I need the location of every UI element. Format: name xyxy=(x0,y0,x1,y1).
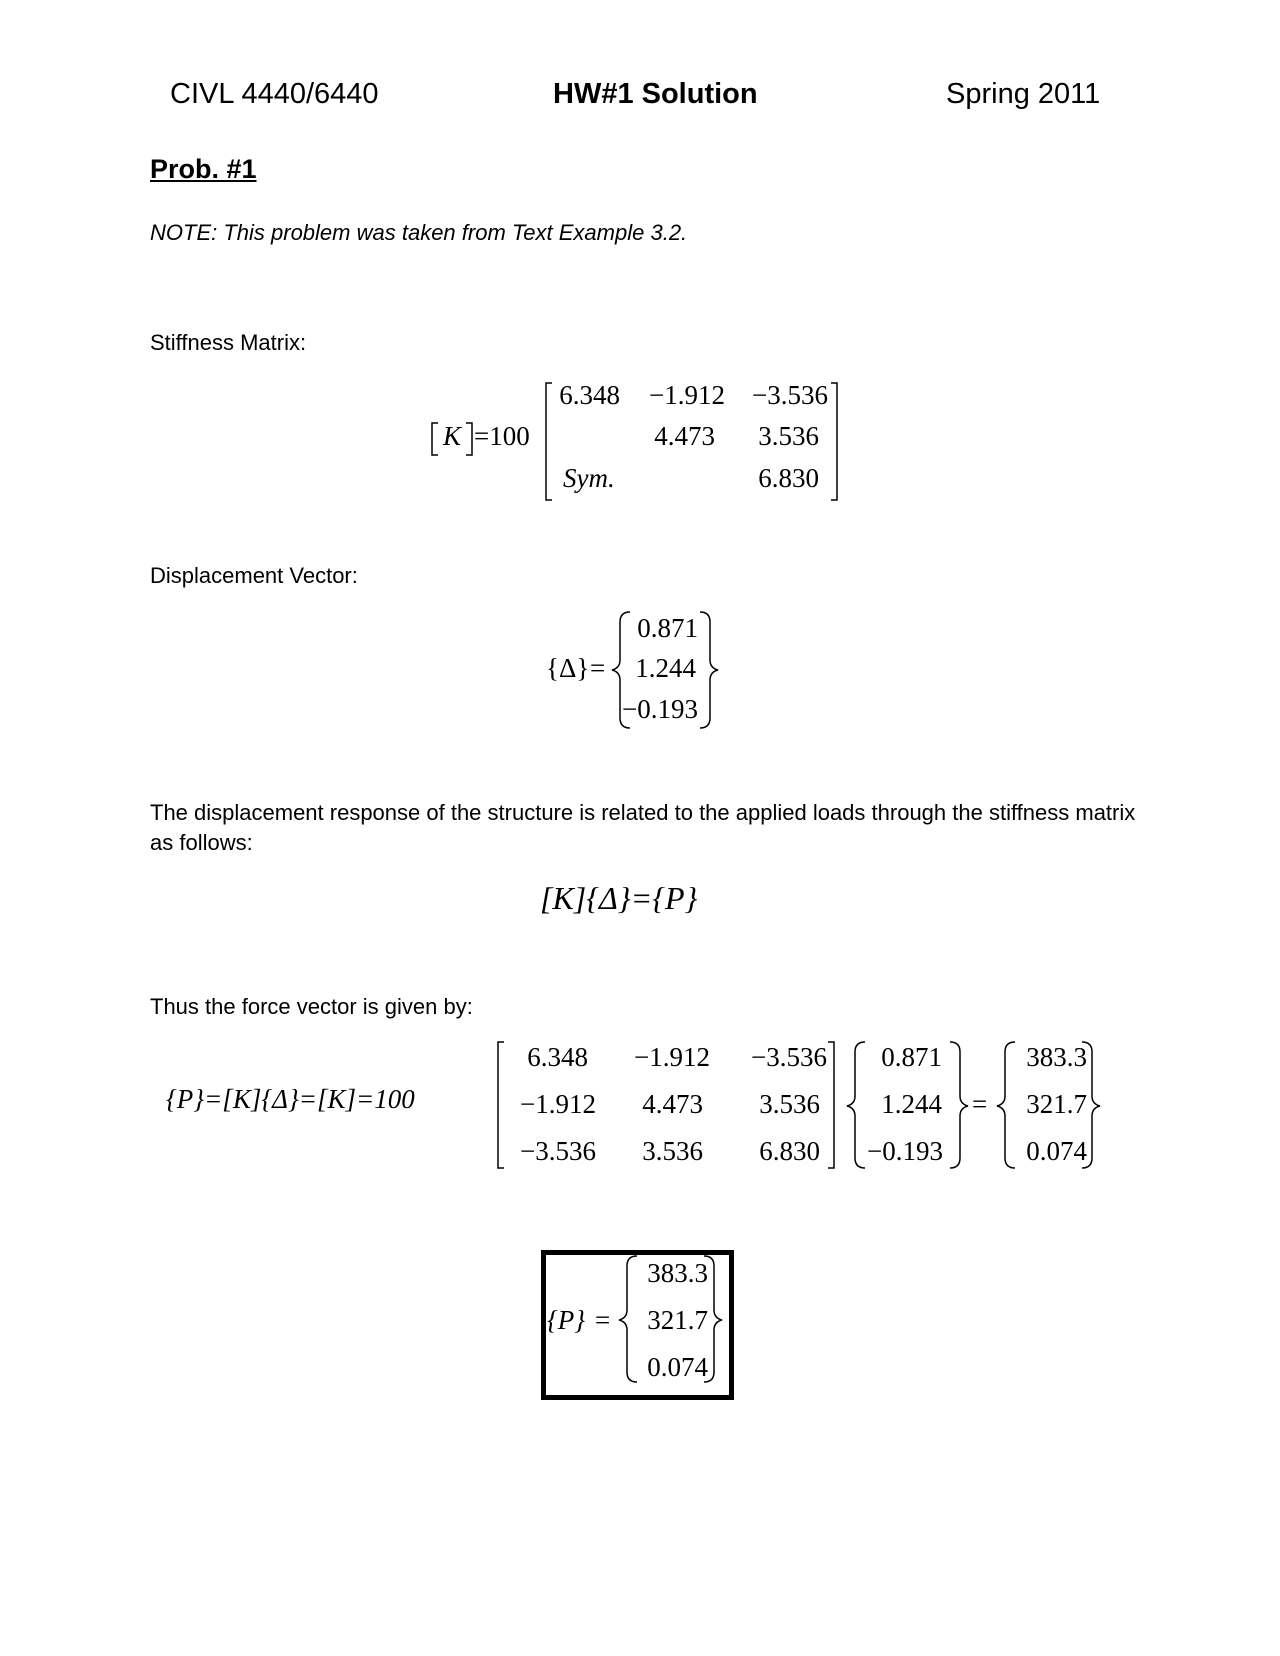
answer-value-1: 383.3 xyxy=(647,1258,708,1288)
force-matrix-cell-2-3: 3.536 xyxy=(759,1089,820,1119)
force-matrix-cell-3-3: 6.830 xyxy=(759,1136,820,1166)
displacement-label: Displacement Vector: xyxy=(150,563,358,588)
displacement-value-2: 1.244 xyxy=(635,653,696,683)
force-matrix-cell-1-2: −1.912 xyxy=(634,1042,710,1072)
force-result-value-2: 321.7 xyxy=(1026,1089,1087,1119)
stiffness-cell-1-3: −3.536 xyxy=(752,380,828,410)
stiffness-label: Stiffness Matrix: xyxy=(150,330,307,355)
displacement-value-3: −0.193 xyxy=(622,694,698,724)
displacement-value-1: 0.871 xyxy=(637,613,698,643)
document-title: HW#1 Solution xyxy=(553,78,758,110)
stiffness-factor: =100 xyxy=(474,421,530,451)
displacement-lhs: {Δ} xyxy=(546,653,590,683)
problem-note: NOTE: This problem was taken from Text Example 3.2. xyxy=(150,220,688,245)
problem-heading: Prob. #1 xyxy=(150,154,257,184)
stiffness-sym-label: Sym. xyxy=(563,463,615,493)
stiffness-lhs-symbol: K xyxy=(443,421,462,451)
stiffness-cell-1-2: −1.912 xyxy=(649,380,725,410)
answer-lhs: {P} xyxy=(547,1305,586,1335)
stiffness-cell-2-3: 3.536 xyxy=(758,421,819,451)
stiffness-cell-1-1: 6.348 xyxy=(559,380,620,410)
force-label: Thus the force vector is given by: xyxy=(150,994,473,1019)
relation-paragraph: The displacement response of the structure is related to the applied loads through the stiffness matrix as follows: xyxy=(150,800,1136,855)
force-matrix-cell-2-2: 4.473 xyxy=(642,1089,703,1119)
course-number: CIVL 4440/6440 xyxy=(170,78,379,110)
force-vector-value-2: 1.244 xyxy=(881,1089,942,1119)
force-result-value-3: 0.074 xyxy=(1026,1136,1087,1166)
force-vector-value-1: 0.871 xyxy=(881,1042,942,1072)
force-vector-value-3: −0.193 xyxy=(867,1136,943,1166)
force-matrix-cell-1-1: 6.348 xyxy=(527,1042,588,1072)
stiffness-cell-2-2: 4.473 xyxy=(654,421,715,451)
answer-value-3: 0.074 xyxy=(647,1352,708,1382)
relation-equation: [K]{Δ}={P} xyxy=(540,880,698,916)
force-matrix-cell-3-1: −3.536 xyxy=(520,1136,596,1166)
force-result-value-1: 383.3 xyxy=(1026,1042,1087,1072)
force-matrix-cell-2-1: −1.912 xyxy=(520,1089,596,1119)
force-matrix-cell-1-3: −3.536 xyxy=(751,1042,827,1072)
force-lhs: {P}=[K]{Δ}=[K]=100 xyxy=(166,1084,415,1114)
answer-value-2: 321.7 xyxy=(647,1305,708,1335)
term-label: Spring 2011 xyxy=(946,78,1101,110)
stiffness-cell-3-3: 6.830 xyxy=(758,463,819,493)
force-matrix-cell-3-2: 3.536 xyxy=(642,1136,703,1166)
